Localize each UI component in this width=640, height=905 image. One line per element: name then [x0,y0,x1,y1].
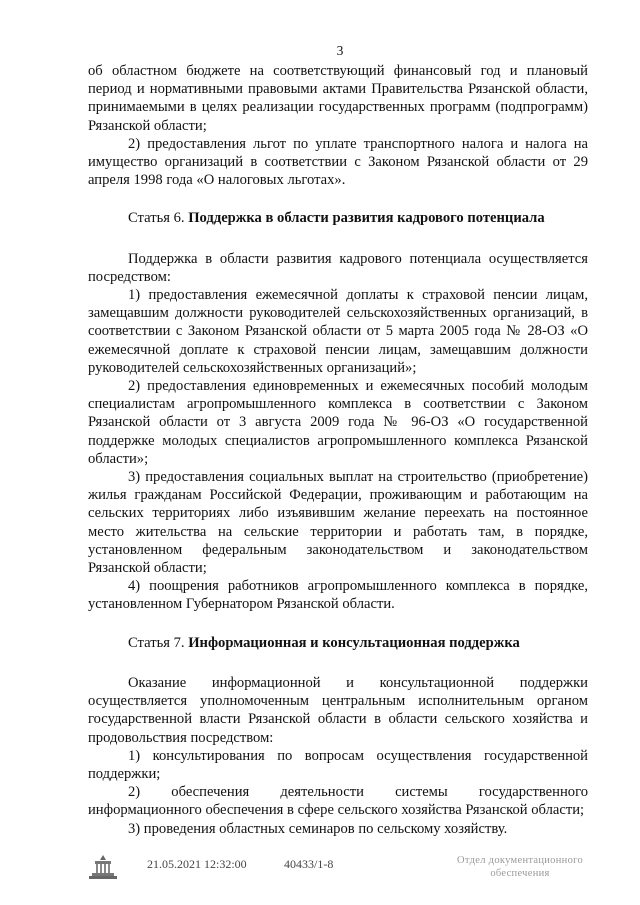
page-number: 3 [336,43,344,58]
paragraph-info-support-intro: Оказание информационной и консультационной поддержки осуществляется уполномоченным центральным исполнительным органом государственной власти Рязанской области в области сельского хозяйства и продовольствия посредством: [88,674,588,746]
footer-document-code: 40433/1-8 [284,857,334,871]
list-item-info-system: 2) обеспечения деятельности системы государственного информационного обеспечения в сфере сельского хозяйства Рязанской области; [88,784,588,819]
article-6-number: Статья 6. [128,210,185,227]
document-body [88,62,588,838]
department-stamp [440,854,600,880]
list-item-pension: 1) предоставления ежемесячной доплаты к страховой пенсии лицам, замещавшим должности руководителей сельскохозяйственных организаций, в соответствии с Законом Рязанской области от 5 марта 2005 года № 28-ОЗ «О ежемесячной доплате к страховой пенсии лицам, замещавшим должности руководителей сельскохозяйственных организаций»; [88,287,588,376]
article-6-title: Поддержка в области развития кадрового потенциала [188,210,545,227]
stamp-line-2: обеспечения [490,868,550,879]
footer-timestamp: 21.05.2021 12:32:00 [147,857,247,871]
paragraph-personnel-intro: Поддержка в области развития кадрового потенциала осуществляется посредством: [88,250,588,285]
article-7-heading [88,634,588,652]
article-7-number: Статья 7. [128,634,185,651]
list-item-consulting: 1) консультирования по вопросам осуществления государственной поддержки; [88,747,588,782]
emblem-icon [86,852,120,882]
page-footer [0,850,640,890]
stamp-line-1: Отдел документационного [456,855,584,866]
article-7-title: Информационная и консультационная поддержка [188,634,520,651]
paragraph-tax-benefits: 2) предоставления льгот по уплате транспортного налога и налога на имущество организаций в соответствии с Законом Рязанской области от 29 апреля 1998 года «О налоговых льготах». [88,135,588,189]
article-6-heading [88,209,588,227]
list-item-incentives: 4) поощрения работников агропромышленного комплекса в порядке, установленном Губернатором Рязанской области. [88,578,588,613]
list-item-young-specialists: 2) предоставления единовременных и ежемесячных пособий молодым специалистам агропромышленного комплекса в соответствии с Законом Рязанской области от 3 августа 2009 года № 96-ОЗ «О государственной поддержке молодых специалистов агропромышленного комплекса Рязанской области»; [88,378,588,467]
list-item-housing: 3) предоставления социальных выплат на строительство (приобретение) жилья гражданам Российской Федерации, проживающим и работающим на сельских территориях либо изъявившим желание переехать на постоянное место жительства на сельские территории и работать там, в порядке, установленном федеральным законодательством и законодательством Рязанской области; [88,469,588,577]
list-item-seminars: 3) проведения областных семинаров по сельскому хозяйству. [128,820,508,837]
paragraph-budget: об областном бюджете на соответствующий финансовый год и плановый период и нормативными правовыми актами Правительства Рязанской области, принимаемыми в целях реализации государственных программ (подпрограмм) Рязанской области; [88,63,588,134]
